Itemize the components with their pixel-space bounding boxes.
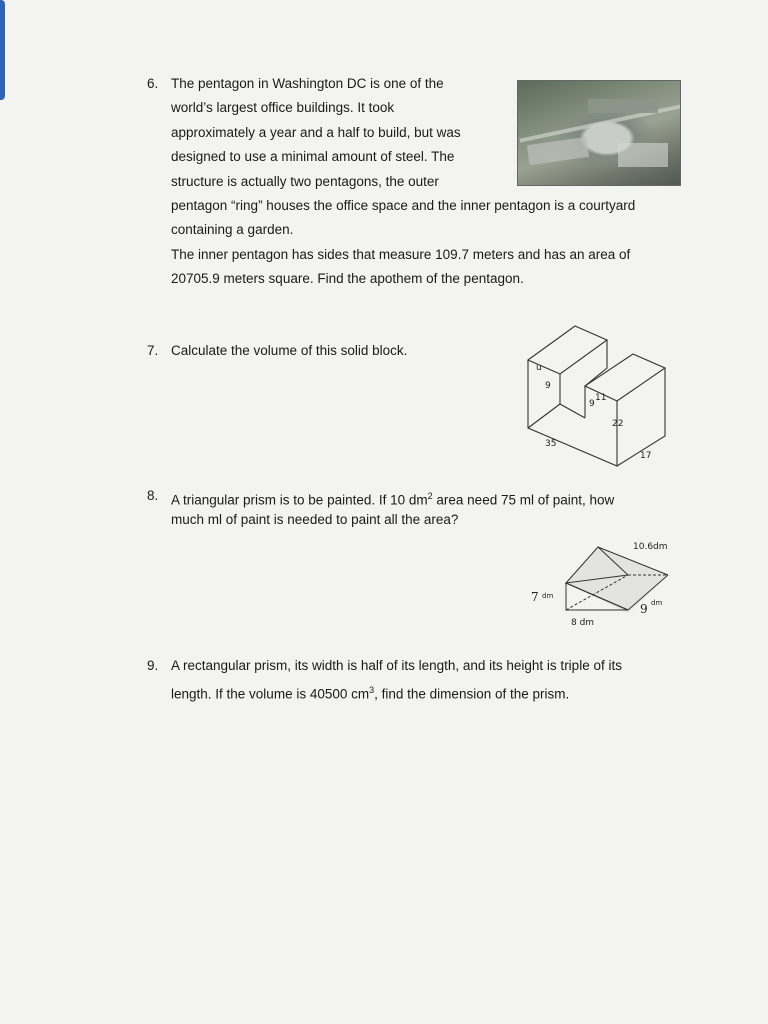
question-text-line: structure is actually two pentagons, the outer	[171, 173, 439, 189]
question-text: A triangular prism is to be painted. If 10 dm	[171, 492, 428, 508]
question-text-line: The inner pentagon has sides that measure 109.7 meters and has an area of	[171, 246, 631, 262]
binder-edge-mark	[0, 0, 5, 100]
pentagon-aerial-photo	[517, 80, 681, 186]
dimension-label: 35	[545, 439, 557, 449]
question-text: , find the dimension of the prism.	[374, 686, 570, 702]
question-text-line: pentagon “ring” houses the office space and the inner pentagon is a courtyard	[171, 198, 636, 213]
dimension-label: 9	[640, 602, 648, 616]
dimension-label: 10.6dm	[633, 542, 668, 552]
question-text-line: designed to use a minimal amount of steel. The	[171, 149, 455, 165]
solid-block-diagram	[515, 318, 675, 468]
dimension-label: 8 dm	[571, 618, 595, 628]
question-text-line: A rectangular prism, its width is half of its length, and its height is triple of its	[171, 658, 622, 673]
question-text-line: containing a garden.	[171, 222, 294, 238]
dimension-label: 22	[612, 419, 624, 429]
triangular-prism-diagram	[528, 535, 678, 635]
question-text-line: much ml of paint is needed to paint all the area?	[171, 512, 459, 528]
question-text-line: The pentagon in Washington DC is one of the	[171, 76, 444, 91]
superscript: 3	[369, 685, 375, 696]
question-text-line: Calculate the volume of this solid block.	[171, 343, 408, 358]
question-number: 6.	[147, 76, 159, 91]
dimension-label: 17	[640, 451, 652, 461]
question-text: length. If the volume is 40500 cm	[171, 686, 370, 702]
dimension-label: 9	[545, 381, 551, 391]
dimension-label: 9	[589, 399, 595, 409]
question-text-line: world’s largest office buildings. It took	[171, 100, 395, 116]
question-text-line	[171, 678, 569, 707]
question-7	[147, 339, 507, 365]
superscript: 2	[427, 491, 433, 501]
dimension-label: 11	[595, 393, 607, 403]
dimension-label: 7	[531, 590, 539, 604]
dimension-label: u	[536, 363, 542, 373]
question-number: 7.	[147, 343, 159, 358]
question-text-line: approximately a year and a half to build, but was	[171, 124, 461, 140]
question-number: 8.	[147, 488, 159, 503]
question-number: 9.	[147, 658, 159, 673]
dimension-label: dm	[542, 592, 554, 600]
question-9	[147, 654, 687, 704]
dimension-label: dm	[651, 599, 663, 607]
question-text-line: 20705.9 meters square. Find the apothem of the pentagon.	[171, 271, 524, 287]
question-text: area need 75 ml of paint, how	[432, 492, 615, 508]
question-8	[147, 484, 687, 534]
